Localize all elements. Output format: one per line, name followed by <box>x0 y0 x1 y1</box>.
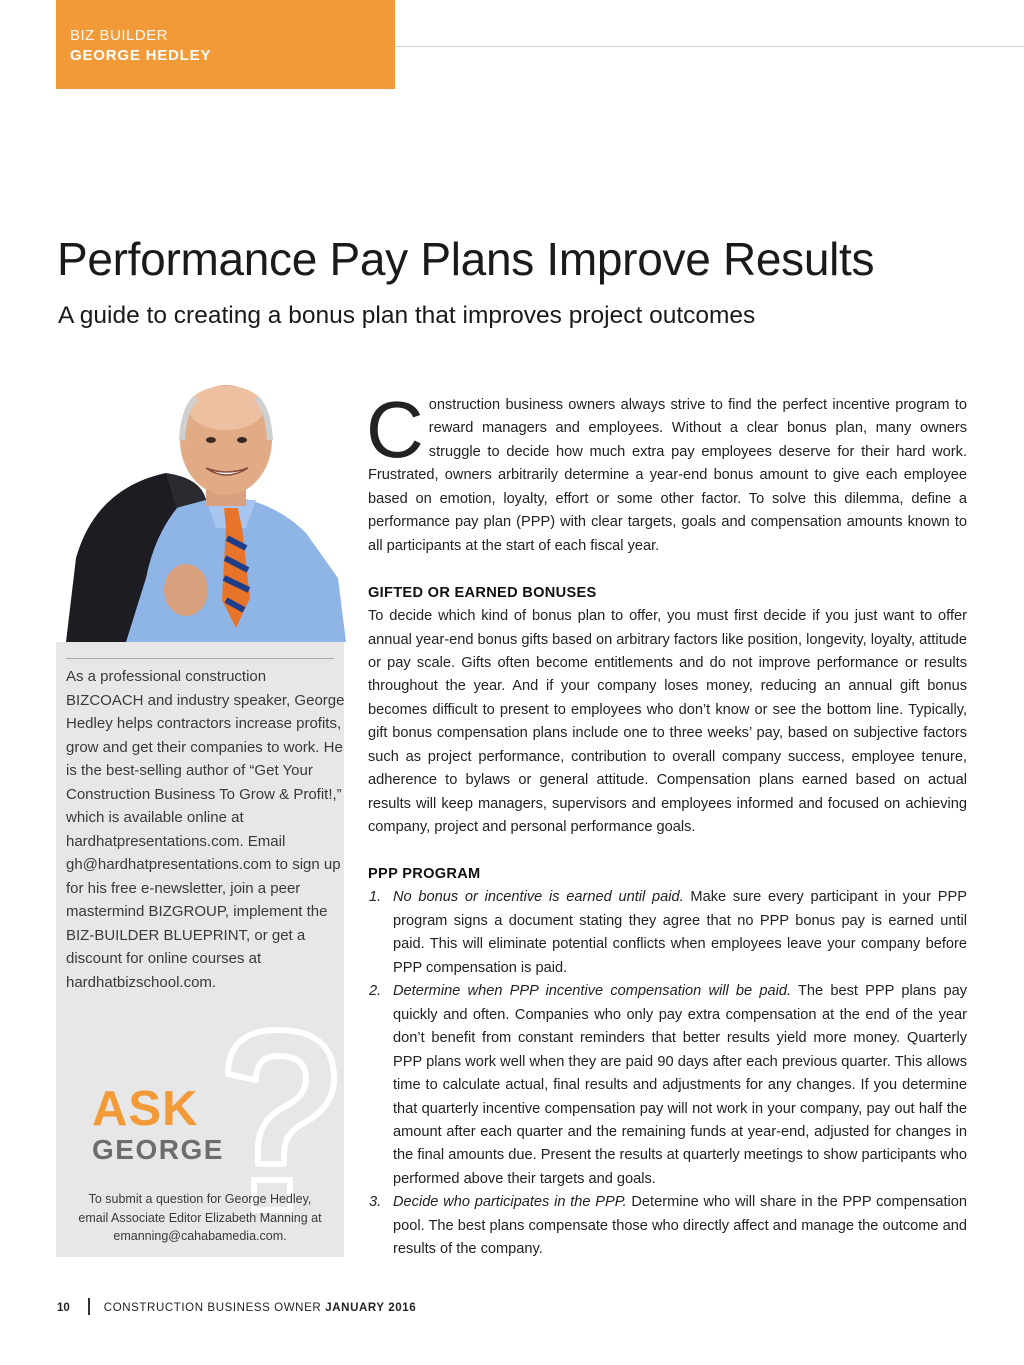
issue-date: JANUARY 2016 <box>325 1302 417 1314</box>
list-item <box>368 886 967 980</box>
bonuses-paragraph: To decide which kind of bonus plan to offer, you must first decide if you just want to offer annual year-end bonus gifts based on arbitrary factors like position, longevity, loyalty, attitude or pay scale. Gifts often become entitlements and do not improve performance or results throughout the year. And if your company loses money, reducing an annual gift bonus becomes difficult to present to employees who don’t know or see the bottom line. Typically, gift bonus compensation plans include one to three weeks’ pay, based on subjective factors such as project performance, contribution to overall company success, employee tenure, adherence to bylaws or general attitude. Compensation plans earned based on actual results will keep managers, supervisors and employees informed and focused on achieving company, project and personal performance goals. <box>368 608 967 836</box>
list-lead: No bonus or incentive is earned until paid. <box>393 889 684 906</box>
ask-heading: ASK <box>92 1082 199 1136</box>
section-heading-bonuses: GIFTED OR EARNED BONUSES <box>368 584 597 601</box>
author-bio: As a professional construction BIZCOACH and industry speaker, George Hedley helps contractors increase profits, grow and get their companies to work. He is the best-selling author of “Get Your Construction Business To Grow & Profit!,” which is available online at hardhatpresentations.com. Email gh@hardhatpresentations.com to sign up for his free e-newsletter, join a peer mastermind BIZGROUP, implement the BIZ-BUILDER BLUEPRINT, or get a discount for online courses at hardhatbizschool.com. <box>66 668 345 991</box>
list-text: The best PPP plans pay quickly and often. Companies who only pay extra compensation at the end of the year don’t benefit from constant reminders that better results yield more money. Quarterly PPP plans work well when they are paid 90 days after each previous quarter. This allows time to calculate actual, final results and adjustments for any changes. If you determine that quarterly incentive compensation pay will not work in your company, pay out half the amount after each quarter and the remaining funds at year-end, adjusted for changes in the final amounts due. Present the results at quarterly meetings to show participants who performed above their targets and goals. <box>393 983 967 1187</box>
list-text: Make sure every participant in your PPP program signs a document stating they agree that no PPP bonus pay is earned until paid. This will eliminate potential conflicts when employees leave your company before PPP compensation is paid. <box>393 889 967 976</box>
footer-divider <box>88 1298 90 1315</box>
page-footer <box>57 1298 416 1315</box>
page-number: 10 <box>57 1302 70 1314</box>
list-lead: Decide who participates in the PPP. <box>393 1194 627 1211</box>
section-label: BIZ BUILDER <box>70 27 169 44</box>
submission-note: To submit a question for George Hedley, email Associate Editor Elizabeth Manning at emanning@cahabamedia.com. <box>78 1192 322 1243</box>
article-subtitle: A guide to creating a bonus plan that improves project outcomes <box>58 302 756 329</box>
intro-paragraph <box>366 385 967 558</box>
section-heading-ppp: PPP PROGRAM <box>368 866 481 883</box>
author-sidebar <box>56 642 344 1257</box>
header-rule <box>395 46 1024 47</box>
list-number: 2. <box>369 983 382 1000</box>
list-number: 3. <box>369 1194 382 1211</box>
section-tag <box>56 0 395 89</box>
article-body <box>366 385 968 1262</box>
sidebar-rule <box>66 658 334 659</box>
drop-cap: C <box>366 385 424 474</box>
list-number: 1. <box>369 889 382 906</box>
list-text: Determine who will share in the PPP compensation pool. The best plans compensate those who directly affect and manage the outcome and results of the company. <box>393 1194 968 1258</box>
article-title: Performance Pay Plans Improve Results <box>57 233 875 285</box>
list-item <box>368 1191 967 1261</box>
ppp-list <box>368 886 967 1261</box>
publication-name: CONSTRUCTION BUSINESS OWNER <box>103 1302 322 1314</box>
author-photo <box>56 378 346 642</box>
list-item <box>368 980 967 1191</box>
intro-text: onstruction business owners always strive to find the perfect incentive program to reward managers and employees. Without a clear bonus plan, many owners struggle to decide how much extra pay employees deserve for their hard work. Frustrated, owners arbitrarily determine a year-end bonus amount to give each employee based on emotion, loyalty, effort or some other factor. To solve this dilemma, define a performance pay plan (PPP) with clear targets, goals and compensation amounts known to all participants at the start of each fiscal year. <box>368 397 967 554</box>
list-lead: Determine when PPP incentive compensation will be paid. <box>393 983 792 1000</box>
george-heading: GEORGE <box>92 1134 224 1165</box>
author-label: GEORGE HEDLEY <box>70 47 212 64</box>
